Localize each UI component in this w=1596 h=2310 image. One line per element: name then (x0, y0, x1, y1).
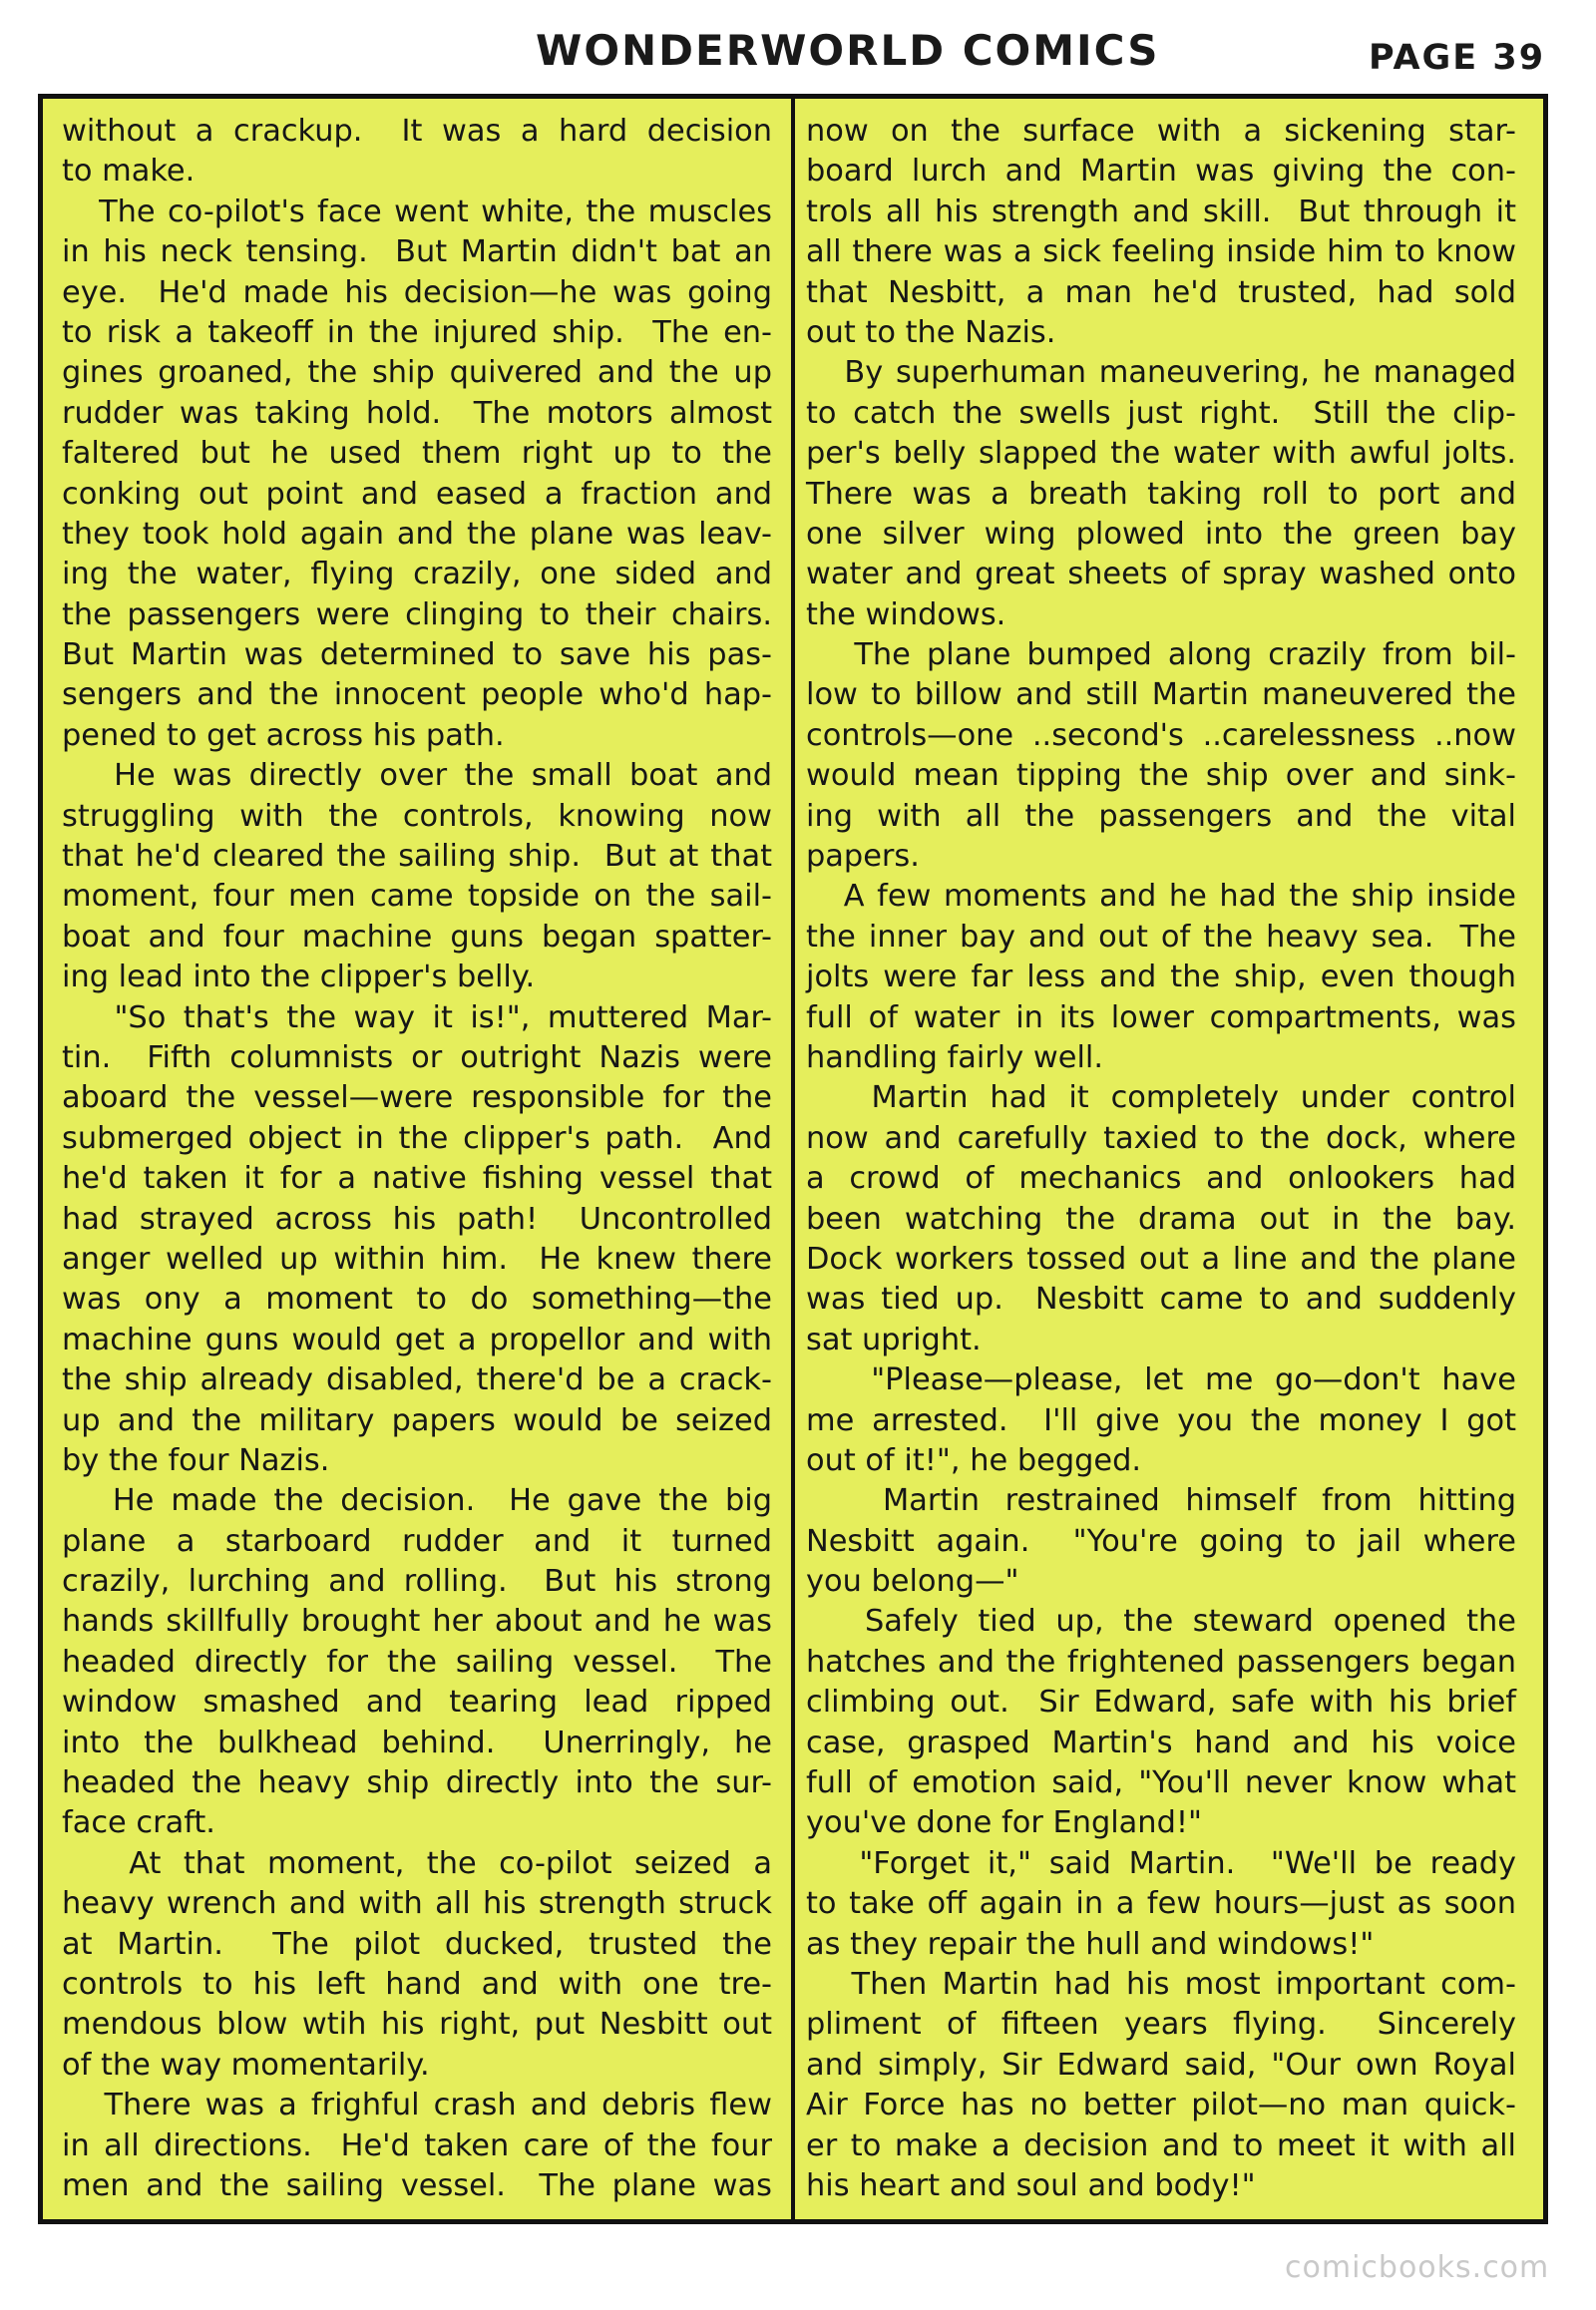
text-line: heavy wrench and with all his strength struck (62, 1886, 772, 1922)
text-line: had strayed across his path! Uncontrolled (62, 1201, 772, 1237)
text-line: A few moments and he had the ship inside (806, 879, 1516, 915)
page-number: PAGE 39 (1369, 38, 1546, 78)
text-line: pliment of fifteen years flying. Sincerely (806, 2007, 1516, 2043)
text-line: full of water in its lower compartments, was (806, 999, 1516, 1035)
text-line: that he'd cleared the sailing ship. But at that (62, 839, 772, 875)
text-line: conking out point and eased a fraction and (62, 476, 772, 512)
text-line: At that moment, the co-pilot seized a (62, 1845, 772, 1881)
text-line: board lurch and Martin was giving the con- (806, 154, 1516, 190)
magazine-title: WONDERWORLD COMICS (536, 26, 1160, 75)
text-line: mendous blow wtih his right, put Nesbitt out (62, 2007, 772, 2043)
text-line: struggling with the controls, knowing now (62, 798, 772, 834)
text-line: to make. (62, 154, 196, 190)
text-line: "So that's the way it is!", muttered Mar- (62, 999, 772, 1035)
text-line: machine guns would get a propellor and with (62, 1322, 772, 1357)
text-line: the ship already disabled, there'd be a crack- (62, 1362, 772, 1398)
text-line: There was a frighful crash and debris flew (62, 2088, 772, 2123)
text-line: as they repair the hull and windows!" (806, 1926, 1375, 1962)
text-line: Martin restrained himself from hitting (806, 1483, 1516, 1519)
text-line: ing lead into the clipper's belly. (62, 960, 536, 995)
text-line: per's belly slapped the water with awful jolts. (806, 436, 1516, 472)
text-line: trols all his strength and skill. But through it (806, 193, 1516, 229)
text-line: he'd taken it for a native fishing vessel that (62, 1161, 772, 1197)
text-line: handling fairly well. (806, 1039, 1103, 1075)
text-line: He made the decision. He gave the big (62, 1483, 772, 1519)
text-line: He was directly over the small boat and (62, 758, 772, 794)
text-line: moment, four men came topside on the sail- (62, 879, 772, 915)
text-line: crazily, lurching and rolling. But his strong (62, 1564, 772, 1600)
text-line: one silver wing plowed into the green bay (806, 516, 1516, 552)
text-line: without a crackup. It was a hard decision (62, 114, 772, 149)
text-line: anger welled up within him. He knew there (62, 1241, 772, 1277)
text-line: controls—one ..second's ..carelessness ..now (806, 717, 1516, 753)
left-column (62, 112, 772, 2206)
text-line: jolts were far less and the ship, even though (806, 960, 1516, 995)
text-line: headed directly for the sailing vessel. The (62, 1644, 772, 1680)
text-line: and simply, Sir Edward said, "Our own Royal (806, 2047, 1516, 2083)
text-line: water and great sheets of spray washed onto (806, 557, 1516, 592)
text-line: been watching the drama out in the bay. (806, 1201, 1516, 1237)
text-line: up and the military papers would be seized (62, 1402, 772, 1438)
text-line: There was a breath taking roll to port and (806, 476, 1516, 512)
column-divider (791, 94, 795, 2224)
text-line: Then Martin had his most important com- (806, 1966, 1516, 2002)
text-line: rudder was taking hold. The motors almost (62, 395, 772, 431)
text-line: would mean tipping the ship over and sink- (806, 758, 1516, 794)
text-line: out to the Nazis. (806, 314, 1056, 350)
text-line: But Martin was determined to save his pas- (62, 637, 772, 673)
text-line: sat upright. (806, 1322, 982, 1357)
text-line: er to make a decision and to meet it with all (806, 2127, 1516, 2163)
text-line: headed the heavy ship directly into the sur- (62, 1765, 772, 1801)
text-line: submerged object in the clipper's path. And (62, 1120, 772, 1156)
text-line: sengers and the innocent people who'd hap- (62, 677, 772, 713)
text-line: me arrested. I'll give you the money I got (806, 1402, 1516, 1438)
text-line: papers. (806, 839, 920, 875)
text-line: at Martin. The pilot ducked, trusted the (62, 1926, 772, 1962)
text-line: controls to his left hand and with one tre- (62, 1966, 772, 2002)
right-column (806, 112, 1516, 2206)
text-line: "Forget it," said Martin. "We'll be ready (806, 1845, 1516, 1881)
text-line: ing with all the passengers and the vital (806, 798, 1516, 834)
text-line: the inner bay and out of the heavy sea. The (806, 919, 1516, 955)
text-line: of the way momentarily. (62, 2047, 430, 2083)
text-line: hatches and the frightened passengers began (806, 1644, 1516, 1680)
text-line: Dock workers tossed out a line and the plane (806, 1241, 1516, 1277)
text-line: in all directions. He'd taken care of the four (62, 2127, 772, 2163)
text-line: by the four Nazis. (62, 1442, 330, 1478)
text-line: eye. He'd made his decision—he was going (62, 274, 772, 310)
text-line: you belong—" (806, 1564, 1019, 1600)
text-line: ing the water, flying crazily, one sided and (62, 557, 772, 592)
page-header (0, 0, 1596, 90)
text-line: pened to get across his path. (62, 717, 505, 753)
text-line: a crowd of mechanics and onlookers had (806, 1161, 1516, 1197)
text-line: climbing out. Sir Edward, safe with his brief (806, 1685, 1516, 1721)
text-line: now on the surface with a sickening star- (806, 114, 1516, 149)
text-line: Martin had it completely under control (806, 1080, 1516, 1116)
text-line: plane a starboard rudder and it turned (62, 1523, 772, 1559)
text-line: "Please—please, let me go—don't have (806, 1362, 1516, 1398)
watermark: comicbooks.com (1285, 2250, 1550, 2285)
text-line: aboard the vessel—were responsible for the (62, 1080, 772, 1116)
text-line: full of emotion said, "You'll never know what (806, 1765, 1516, 1801)
text-line: was tied up. Nesbitt came to and suddenly (806, 1282, 1516, 1318)
text-line: faltered but he used them right up to the (62, 436, 772, 472)
text-line: Safely tied up, the steward opened the (806, 1604, 1516, 1640)
text-line: his heart and soul and body!" (806, 2167, 1256, 2203)
text-line: out of it!", he begged. (806, 1442, 1142, 1478)
text-line: into the bulkhead behind. Unerringly, he (62, 1725, 772, 1760)
text-line: was ony a moment to do something—the (62, 1282, 772, 1318)
text-line: now and carefully taxied to the dock, where (806, 1120, 1516, 1156)
text-line: By superhuman maneuvering, he managed (806, 355, 1516, 391)
text-line: The co-pilot's face went white, the muscles (62, 193, 772, 229)
text-line: you've done for England!" (806, 1805, 1203, 1841)
text-line: to catch the swells just right. Still the clip- (806, 395, 1516, 431)
text-line: hands skillfully brought her about and he was (62, 1604, 772, 1640)
text-line: gines groaned, the ship quivered and the up (62, 355, 772, 391)
text-line: tin. Fifth columnists or outright Nazis were (62, 1039, 772, 1075)
text-line: face craft. (62, 1805, 215, 1841)
text-line: the windows. (806, 596, 1006, 632)
text-line: case, grasped Martin's hand and his voice (806, 1725, 1516, 1760)
text-line: to risk a takeoff in the injured ship. The en- (62, 314, 772, 350)
text-line: The plane bumped along crazily from bil- (806, 637, 1516, 673)
text-line: they took hold again and the plane was leav- (62, 516, 772, 552)
text-line: in his neck tensing. But Martin didn't bat an (62, 234, 772, 270)
text-line: the passengers were clinging to their chairs. (62, 596, 772, 632)
text-line: that Nesbitt, a man he'd trusted, had sold (806, 274, 1516, 310)
text-line: men and the sailing vessel. The plane was (62, 2167, 772, 2203)
text-line: to take off again in a few hours—just as soon (806, 1886, 1516, 1922)
text-line: all there was a sick feeling inside him to know (806, 234, 1516, 270)
text-line: boat and four machine guns began spatter- (62, 919, 772, 955)
text-line: Nesbitt again. "You're going to jail where (806, 1523, 1516, 1559)
text-line: low to billow and still Martin maneuvered the (806, 677, 1516, 713)
text-line: window smashed and tearing lead ripped (62, 1685, 772, 1721)
text-line: Air Force has no better pilot—no man quick- (806, 2088, 1516, 2123)
